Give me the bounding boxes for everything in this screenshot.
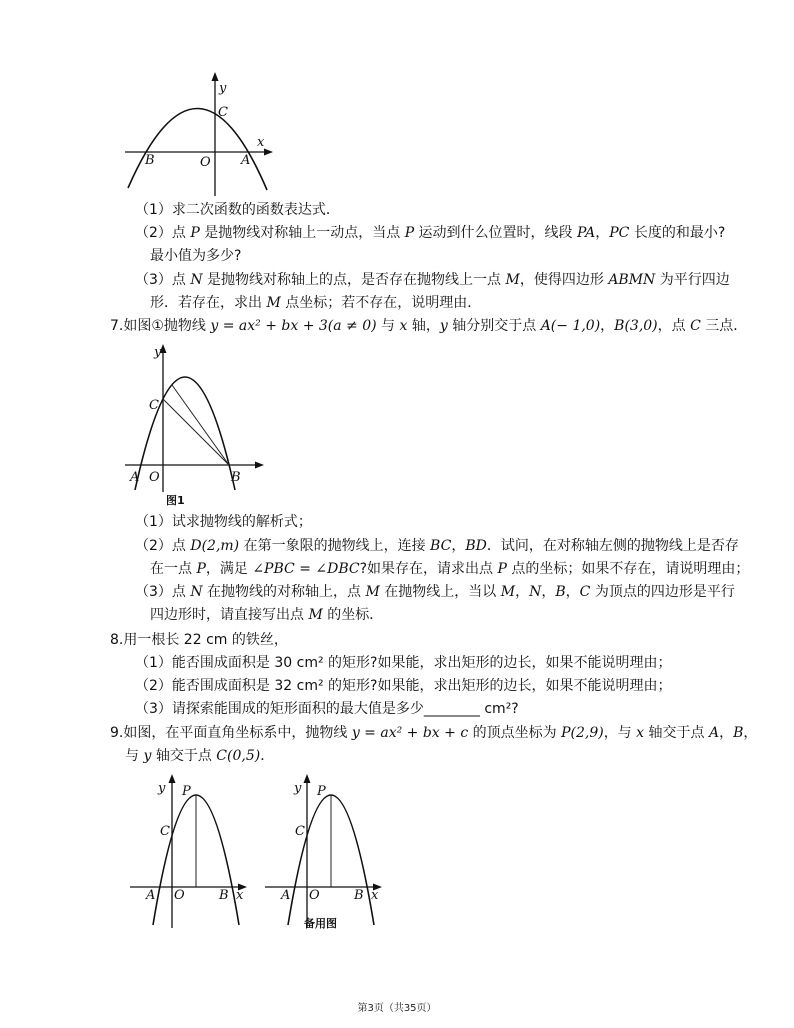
text-span: 与 [125, 748, 144, 764]
text-span: 与 [376, 318, 400, 334]
label-c: C [149, 398, 159, 413]
figure-spare [265, 774, 382, 930]
figure-caption: 备用图 [304, 917, 337, 930]
math-expression: P [404, 225, 415, 241]
y-axis-arrow-icon [169, 774, 176, 783]
text-span: 四边形时，请直接写出点 [150, 607, 309, 623]
text-line [150, 246, 241, 266]
text-span: 为顶点的四边形是平行 [590, 584, 735, 600]
parabola-curve [128, 108, 267, 190]
math-expression: y = ax² + bx + c [351, 725, 469, 741]
label-a: A [146, 888, 156, 903]
text-span: 长度的和最小? [629, 225, 726, 241]
text-span: 在抛物线上，当以 [379, 584, 501, 600]
text-span: （1）求二次函数的函数表达式． [135, 202, 340, 218]
text-span: ， [451, 538, 466, 554]
label-p: P [317, 784, 326, 799]
text-span: （2）点 [135, 225, 191, 241]
text-span: 为平行四边 [655, 272, 730, 288]
figure-problem-9 [130, 774, 247, 928]
text-span: 运动到什么位置时，线段 [414, 225, 578, 241]
text-line [135, 582, 735, 602]
text-line [135, 512, 312, 532]
text-span: 轴交于点 [644, 725, 709, 741]
text-line [150, 559, 749, 579]
text-span: 在第一象限的抛物线上，连接 [239, 538, 431, 554]
text-span: 的坐标． [322, 607, 384, 623]
math-expression: C(0,5) [216, 748, 261, 764]
text-line [135, 223, 725, 243]
text-line [110, 630, 288, 650]
label-y: y [219, 81, 227, 96]
text-span: 是抛物线对称轴上的点，是否存在抛物线上一点 [202, 272, 506, 288]
text-span: 8.用一根长 22 cm 的铁丝， [110, 632, 288, 648]
label-c: C [160, 824, 170, 839]
text-line [135, 270, 730, 290]
text-span: ， [719, 725, 734, 741]
math-expression: C [579, 584, 591, 600]
text-span: ，与 [603, 725, 637, 741]
math-expression: B(3,0) [614, 318, 658, 334]
x-axis-arrow-icon [255, 462, 264, 469]
text-span: 轴交于点 [151, 748, 217, 764]
text-span: 最小值为多少? [150, 248, 242, 264]
math-expression: N [190, 584, 203, 600]
text-line [135, 200, 340, 220]
math-expression: N [190, 272, 203, 288]
math-expression: M [308, 607, 323, 623]
text-span: （1）试求抛物线的解析式； [135, 514, 312, 530]
label-a: A [281, 888, 291, 903]
text-span: 7.如图①抛物线 [110, 318, 211, 334]
text-line [150, 293, 481, 313]
text-span: 三点． [700, 318, 748, 334]
label-b: B [219, 888, 229, 903]
label-x: x [257, 135, 265, 150]
label-p: P [182, 784, 191, 799]
figure-parabola-top [125, 72, 273, 196]
text-span: 9.如图，在平面直角坐标系中，抛物线 [110, 725, 352, 741]
text-line [135, 676, 671, 696]
math-expression: P [196, 561, 206, 577]
label-y: y [294, 781, 302, 796]
text-span: ．试问，在对称轴左侧的抛物线上是否存 [486, 538, 739, 554]
math-expression: P [190, 225, 200, 241]
text-span: ，满足 [205, 561, 253, 577]
math-expression: M [266, 295, 281, 311]
text-span: ?如果存在，请求出点 [359, 561, 498, 577]
text-span: 形．若存在，求出 [150, 295, 267, 311]
math-expression: PA [577, 225, 596, 241]
math-expression: PC [609, 225, 630, 241]
page-footer: 第3页（共35页） [357, 1003, 437, 1014]
label-b: B [354, 888, 364, 903]
label-o: O [149, 470, 160, 485]
y-axis-arrow-icon [304, 774, 311, 783]
label-y: y [154, 345, 162, 360]
text-span: （3）点 [135, 584, 191, 600]
text-line [135, 699, 519, 719]
math-expression: y = ax² + bx + 3(a ≠ 0) [210, 318, 377, 334]
math-expression: M [365, 584, 380, 600]
text-span: ， [600, 318, 615, 334]
math-expression: P(2,9) [561, 725, 604, 741]
text-span: 是抛物线对称轴上一动点，当点 [199, 225, 405, 241]
text-line [135, 536, 739, 556]
label-b: B [231, 470, 241, 485]
text-span: （2）能否围成面积是 32 cm² 的矩形?如果能，求出矩形的边长，如果不能说明理由； [135, 678, 672, 694]
label-x: x [236, 888, 244, 903]
text-span: ，使得四边形 [519, 272, 609, 288]
math-expression: N [529, 584, 542, 600]
text-line [110, 316, 747, 336]
math-expression: C [690, 318, 701, 334]
label-o: O [174, 888, 185, 903]
text-span: ， [743, 725, 758, 741]
text-span: 轴分别交于点 [447, 318, 541, 334]
text-span: ， [595, 225, 610, 241]
text-span: ， [541, 584, 556, 600]
text-span: （1）能否围成面积是 30 cm² 的矩形?如果能，求出矩形的边长，如果不能说明理由； [135, 655, 672, 671]
text-span: ，点 [657, 318, 691, 334]
text-span: ． [260, 748, 275, 764]
text-span: 在抛物线的对称轴上，点 [202, 584, 366, 600]
text-span: 点坐标；若不存在，说明理由． [280, 295, 482, 311]
label-o: O [309, 888, 320, 903]
label-a: A [130, 470, 140, 485]
label-c: C [295, 824, 305, 839]
math-expression: B [733, 725, 744, 741]
math-expression: BD [465, 538, 487, 554]
math-expression: A [708, 725, 720, 741]
math-expression: P [497, 561, 507, 577]
label-x: x [371, 888, 379, 903]
y-axis-arrow-icon [212, 72, 219, 81]
text-span: 的顶点坐标为 [468, 725, 562, 741]
math-expression: y [439, 318, 448, 334]
math-expression: M [505, 272, 520, 288]
label-y: y [158, 781, 166, 796]
text-span: 点的坐标；如果不存在，请说明理由； [506, 561, 750, 577]
math-expression: D(2,m) [190, 538, 240, 554]
math-expression: y [143, 748, 152, 764]
segment-pb [172, 385, 229, 465]
x-axis-arrow-icon [264, 149, 273, 156]
text-span: （3）请探索能围成的矩形面积的最大值是多少________ cm²? [135, 701, 519, 717]
text-line [110, 723, 757, 743]
text-line [150, 605, 383, 625]
text-span: ， [515, 584, 530, 600]
figure-1 [125, 344, 264, 507]
label-a: A [241, 153, 251, 168]
text-span: ， [565, 584, 580, 600]
label-b: B [145, 153, 155, 168]
label-c: C [218, 105, 228, 120]
math-expression: BC [430, 538, 452, 554]
text-span: 在一点 [150, 561, 197, 577]
text-line [125, 746, 274, 766]
math-expression: M [500, 584, 516, 600]
math-expression: ABMN [608, 272, 656, 288]
math-expression: x [399, 318, 408, 334]
math-expression: ∠PBC = ∠DBC [252, 561, 360, 577]
text-line [135, 653, 671, 673]
text-span: （3）点 [135, 272, 191, 288]
figure-caption: 图1 [166, 494, 185, 507]
math-expression: B [555, 584, 566, 600]
math-expression: x [636, 725, 645, 741]
text-span: （2）点 [135, 538, 191, 554]
label-o: O [200, 155, 211, 170]
text-span: 轴， [407, 318, 440, 334]
math-expression: A(− 1,0) [540, 318, 601, 334]
